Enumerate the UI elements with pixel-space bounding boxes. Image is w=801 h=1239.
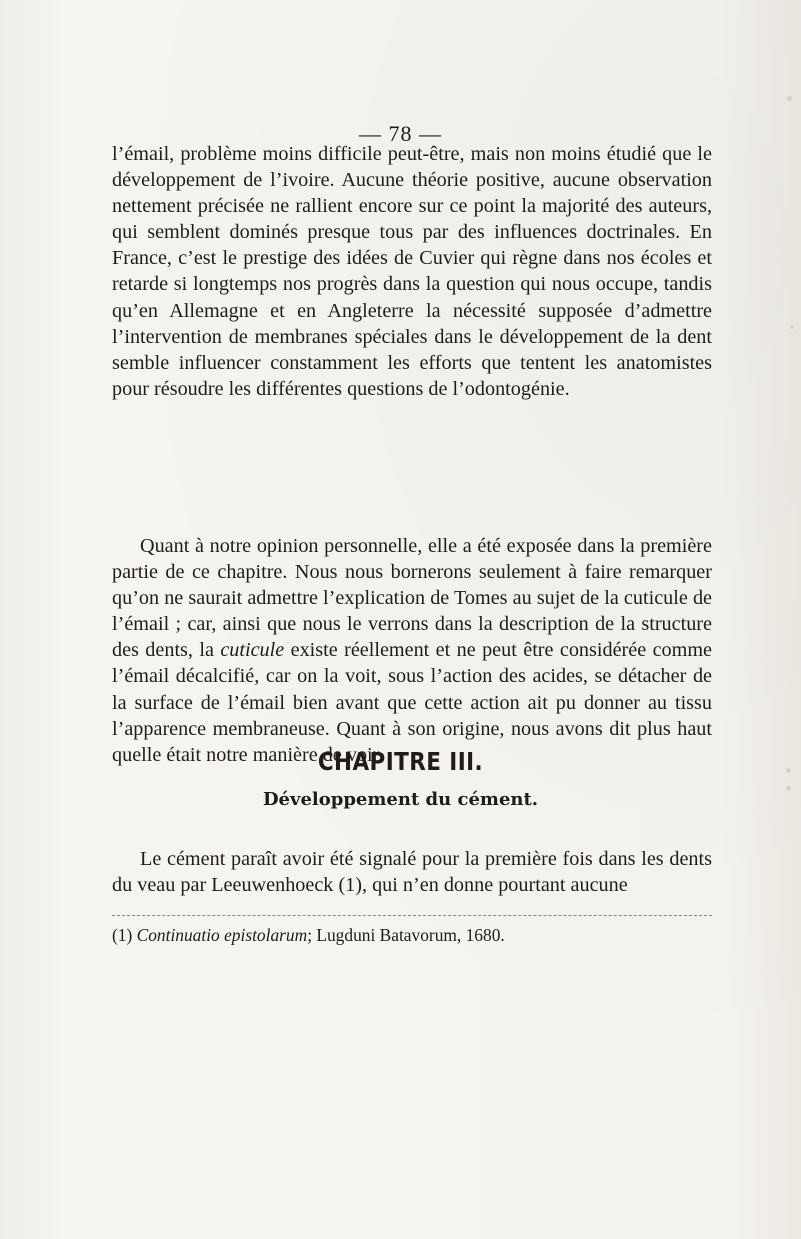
footnote-marker: (1) bbox=[112, 925, 133, 945]
paragraph-text: l’émail, problème moins difficile peut-être, mais non moins étudié que le développement de l’ivoire. Aucune théorie positive, aucune observation nettement précisée ne rallient encore sur ce point la majorité des auteurs, qui semblent dominés presque tous par des influences doctrinales. En France, c’est le prestige des idées de Cuvier qui règne dans nos écoles et retarde si longtemps nos progrès dans la question qui nous occupe, tandis qu’en Allemagne et en Angleterre la nécessité supposée d’admettre l’intervention de membranes spéciales dans le développement de la dent semble influencer constamment les efforts que tentent les anatomistes pour résoudre les différentes questions de l’odontogénie. bbox=[112, 143, 712, 400]
body-paragraph bbox=[112, 533, 712, 768]
footnote bbox=[112, 924, 712, 946]
paragraph-1-block bbox=[112, 141, 712, 402]
page-number: — 78 — bbox=[359, 121, 442, 146]
chapter-heading: CHAPITRE III. bbox=[317, 747, 484, 776]
footnote-divider bbox=[112, 915, 712, 916]
body-paragraph bbox=[112, 846, 712, 898]
footnote-title: Continuatio epistolarum bbox=[136, 925, 308, 945]
paragraph-2-block bbox=[112, 533, 712, 768]
paper-speck bbox=[786, 786, 791, 791]
paragraph-text: Quant à notre opinion personnelle, elle a été exposée dans la première partie de ce chapitre. Nous nous bornerons seulement à faire remarquer qu’on ne saurait admettre l’explication de Tomes au sujet de la cuticule de l’émail ; car, ainsi que nous le verrons dans la description de la structure des dents, la bbox=[112, 535, 712, 662]
paper-speck bbox=[787, 96, 792, 101]
paper-speck bbox=[790, 325, 794, 329]
paragraph-3-block bbox=[112, 846, 712, 898]
italic-term: cuticule bbox=[220, 639, 285, 662]
paragraph-text: Le cément paraît avoir été signalé pour la première fois dans les dents du veau par Leeuwenhoeck (1), qui n’en donne pourtant aucune bbox=[112, 848, 712, 897]
body-paragraph bbox=[112, 141, 712, 402]
paragraph-text: existe réellement et ne peut être considérée comme l’émail décalcifié, car on la voit, sous l’action des acides, se détacher de la surface de l’émail bien avant que cette action ait pu donner au tissu l’apparence membraneuse. Quant à son origine, nous avons dit plus haut quelle était notre manière de voir. bbox=[112, 639, 713, 766]
paper-speck bbox=[786, 768, 791, 773]
footnote-citation: ; Lugduni Batavorum, 1680. bbox=[307, 925, 505, 945]
chapter-subtitle: Développement du cément. bbox=[262, 789, 539, 810]
